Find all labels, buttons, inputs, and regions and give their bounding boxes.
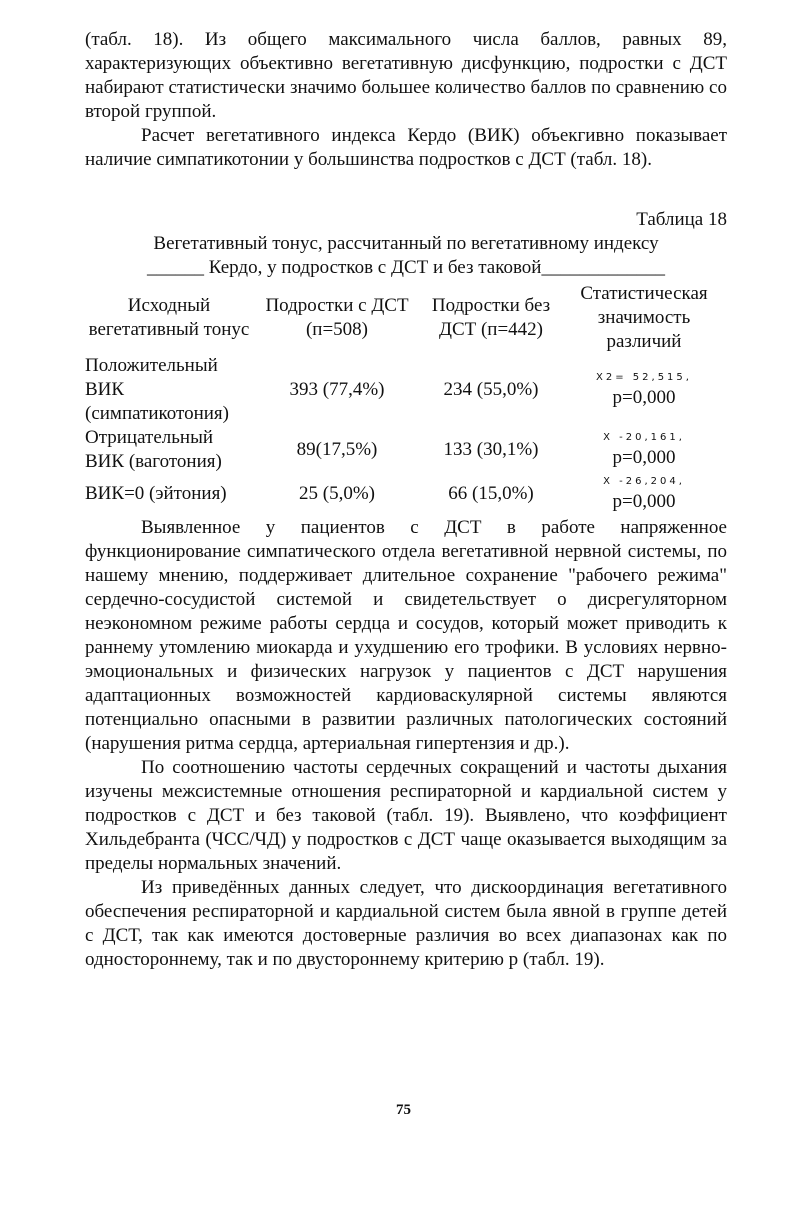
table-header-row xyxy=(85,282,727,354)
paragraph-conclusion: Из приведённых данных следует, что дискоординация вегетативного обеспечения респираторной и кардиальной систем была явной в группе детей с ДСТ, так как имеются достоверные различия во всех диапазонах как по одностороннему, так и по двустороннему критерию р (табл. 19). xyxy=(85,877,727,970)
row-label: Положительный ВИК (симпатикотония) xyxy=(85,355,230,424)
cell-with-dst: 393 (77,4%) xyxy=(289,379,385,400)
page-content xyxy=(85,28,727,972)
cell-without-dst: 66 (15,0%) xyxy=(448,483,534,504)
vegetative-tone-table xyxy=(85,282,727,514)
table-row xyxy=(85,426,727,474)
paragraph-intro: (табл. 18). Из общего максимального числа баллов, равных 89, характеризующих объективно вегетативную дисфункцию, подростки с ДСТ набирают статистически значимо большее количество баллов по сравнению со второй группой. xyxy=(85,29,727,122)
cell-without-dst: 234 (55,0%) xyxy=(443,379,539,400)
row-label: Отрицательный ВИК (ваготония) xyxy=(85,427,222,472)
p-value: р=0,000 xyxy=(612,447,676,468)
table-row xyxy=(85,474,727,514)
cell-with-dst: 89(17,5%) xyxy=(296,439,378,460)
page-number: 75 xyxy=(396,1102,411,1118)
p-value: р=0,000 xyxy=(612,491,676,512)
chi-square-value: Х -26,204, xyxy=(603,476,685,487)
header-with-dst: Подростки с ДСТ (п=508) xyxy=(265,295,409,340)
p-value: р=0,000 xyxy=(612,387,676,408)
row-label: ВИК=0 (эйтония) xyxy=(85,483,227,504)
spacer xyxy=(85,172,727,208)
paragraph-dst-work: Выявленное у пациентов с ДСТ в работе напряженное функционирование симпатического отдела вегетативной нервной системы, по нашему мнению, поддерживает длительное сохранение "рабочего режима" сердечно-сосудистой системой и свидетельствует о дисрегуляторном неэкономном режиме работы сердца и сосудов, который может приводить к раннему утомлению миокарда и ухудшению его трофики. В условиях нервно-эмоциональных и физических нагрузок у пациентов с ДСТ нарушения адаптационных возможностей кардиоваскулярной системы являются потенциально опасными в развитии различных патологических состояний (нарушения ритма сердца, артериальная гипертензия и др.). xyxy=(85,517,727,754)
cell-with-dst: 25 (5,0%) xyxy=(299,483,375,504)
table-row xyxy=(85,354,727,426)
paragraph-kerdo: Расчет вегетативного индекса Кердо (ВИК) объекгивно показывает наличие симпатикотонии у большинства подростков с ДСТ (табл. 18). xyxy=(85,125,727,170)
table-number: Таблица 18 xyxy=(636,209,727,230)
cell-without-dst: 133 (30,1%) xyxy=(443,439,539,460)
table-caption-line-1: Вегетативный тонус, рассчитанный по вегетативному индексу xyxy=(153,233,659,254)
paragraph-hildebrandt: По соотношению частоты сердечных сокращений и частоты дыхания изучены межсистемные отношения респираторной и кардиальной систем у подростков с ДСТ и без таковой (табл. 19). Выявлено, что коэффициент Хильдебранта (ЧСС/ЧД) у подростков с ДСТ чаще оказывается выходящим за пределы нормальных значений. xyxy=(85,757,727,874)
cell-significance xyxy=(561,474,727,514)
table-caption-line-2: ______ Кердо, у подростков с ДСТ и без таковой_____________ xyxy=(147,257,665,278)
header-without-dst: Подростки без ДСТ (п=442) xyxy=(431,295,551,340)
table-caption xyxy=(85,232,727,280)
chi-square-value: X2= 52,515, xyxy=(596,372,692,383)
cell-significance xyxy=(561,426,727,474)
cell-significance xyxy=(561,354,727,426)
header-significance: Статистическая значимость различий xyxy=(580,283,708,352)
header-initial-tone: Исходный вегетативный тонус xyxy=(88,295,250,340)
chi-square-value: Х -20,161, xyxy=(603,432,685,443)
